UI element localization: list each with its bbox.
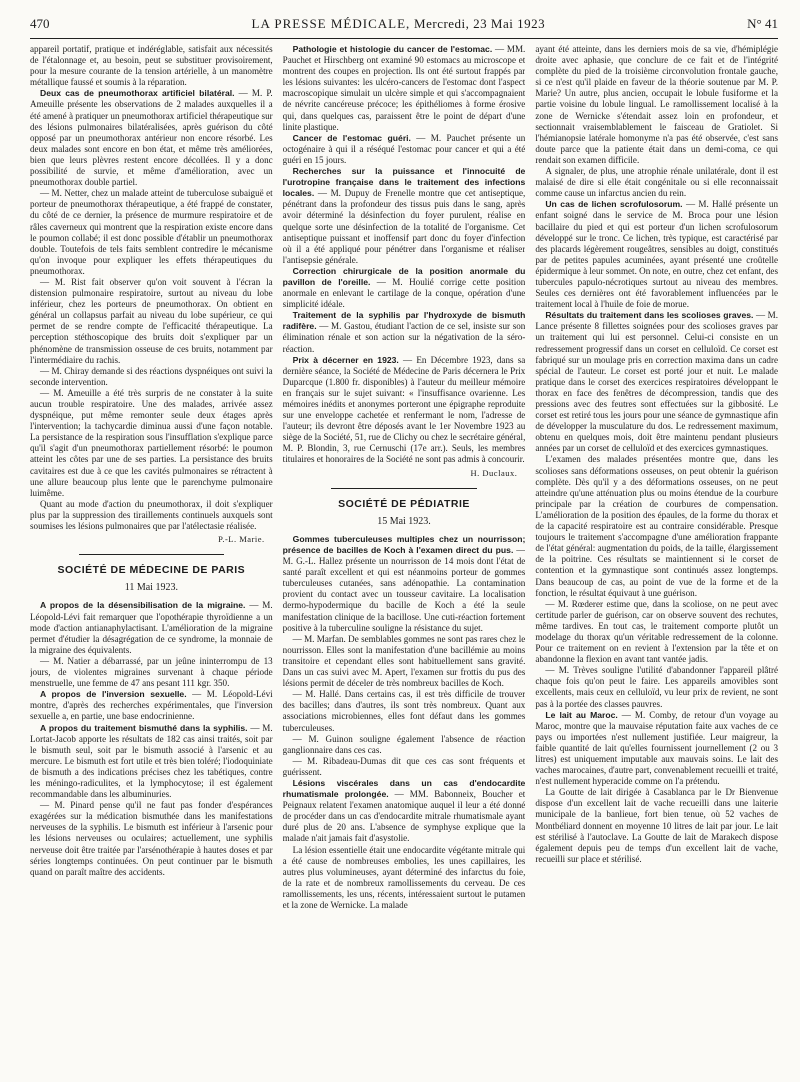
column-2: [283, 44, 526, 1074]
article-heading: Gommes tuberculeuses multiples chez un nourrisson; présence de bacilles de Koch à l'examen direct du pus.: [282, 533, 526, 555]
article-text: — M. G.-L. Hallez présente un nourrisson de 14 mois dont l'état de santé paraît excellent et qui est néanmoins porteur de gommes tuberculeuses cutanées, sans adénopathie. La contamination provient du contact avec un tousseur cavitaire. La localisation dermo-hypodermique du bacille de Koch a été la seule manifestation clinique de la bacillose. Une cuti-réaction fortement positive à la tuberculine souligne la résistance du sujet.: [282, 545, 526, 633]
article-heading: A propos de la désensibilisation de la migraine.: [40, 600, 246, 611]
paragraph: — M. Netter, chez un malade atteint de tuberculose subaiguë et porteur de pneumothorax thérapeutique, a été frappé de constater, du côté de ce dernier, la présence de murmure respiratoire et de râles caverneux qui montrent que la respiration existe encore dans le poumon collabé; il est donc possible d'établir un pneumothorax double. Toutefois de tels faits semblent contredire le mécanisme qu'on invoque pour expliquer les effets thérapeutiques du pneumothorax.: [30, 188, 273, 276]
article-paragraph: [535, 710, 778, 788]
paragraph: La lésion essentielle était une endocardite végétante mitrale qui a été cause de nombreuses embolies, les unes capillaires, les autres plus volumineuses, ayant déterminé des infarctus du foie, de la rate et de nombreux ramollissements du cerveau. De ces ramollissements, les uns, récents, intéressaient surtout le putamen et la zone de Wernicke. La malade: [282, 844, 526, 910]
paragraph: — M. Hallé. Dans certains cas, il est très difficile de trouver des bacilles; dans d'autres, ils sont très nombreux. Quant aux associations microbiennes, elles font défaut dans les gommes tuberculeuses.: [282, 689, 526, 733]
article-text: — MM. Pauchet et Hirschberg ont examiné 90 estomacs au microscope et montrent des coupes en projection. Ils ont été surtout frappés par les lésions suivantes: les ulcéro-cancers de l'estomac dont l'aspect macroscopique simulait un ulcère simple et qui s'accompagnaient de névrite cancéreuse précoce; les épithéliomes à forme érosive qui, dans quelques cas, paraissent être le point de départ d'une linite plastique.: [282, 44, 526, 132]
article-paragraph: [283, 166, 526, 266]
article-text: — M. Lance présente 8 fillettes soignées pour des scolioses graves par un traitement qui lui est personnel. Celui-ci consiste en un redressement progressif dans un corset en celluloïd. Ce corset est fabriqué sur un moulage pris en correction maxima dans un cadre spécial de l'auteur. Le corset est porté jour et nuit. Le malade pratique dans le corset des exercices respiratoires développant le thorax en face des fenêtres de décompression, tandis que des pressions avec des feutres sont effectuées sur la gibbosité. Le corset est retiré tous les jours pour une séance de gymnastique afin de développer la musculature du dos. Le redressement maximum, obtenu en quelques mois, doit être maintenu pendant plusieurs années par un corset de celluloïd et des exercices gymnastiques.: [535, 310, 778, 454]
page-header: [30, 16, 778, 36]
signature: P.-L. Marie.: [218, 534, 265, 545]
article-text: — M. P. Ameuille présente les observations de 2 malades auxquelles il a été amené à pratiquer un pneumothorax artificiel thérapeutique sur des lésions pulmonaires bilatéralisées, après guérison du côté opposé par un pneumothorax antérieur non encore résorbé. Les deux malades sont encore en bon état, et même très améliorées, bien que leurs plèvres restent encore décollées. Il y a donc possibilité de survie, et même d'amélioration, avec un pneumothorax double partiel.: [30, 88, 273, 188]
article-paragraph: [30, 600, 273, 655]
article-heading: Traitement de la syphilis par l'hydroxyde de bismuth radifère.: [282, 310, 526, 332]
article-heading: A propos de l'inversion sexuelle.: [40, 689, 187, 700]
article-paragraph: [535, 310, 778, 454]
section-header: [283, 488, 526, 528]
article-heading: Lésions viscérales dans un cas d'endocardite rhumatismale prolongée.: [282, 777, 526, 800]
journal-name: LA PRESSE MÉDICALE,: [251, 16, 411, 31]
article-paragraph: [30, 723, 273, 801]
paragraph: — M. Ameuille a été très surpris de ne constater à la suite aucun trouble respiratoire. Une des malades, arrivée assez dyspnéique, put même remonter seule deux étages après l'intervention; la tachycardie diminua aussi d'une façon notable. La persistance de la respiration sous l'insufflation s'explique parce qu'il s'agit d'un pneumothorax partiellement résorbé: le poumon atteint les côtes par une de ses parties. La persistance des bruits cavitaires est due à ce que les cavités pulmonaires se rétractent à une allure beaucoup plus lente que le parenchyme pulmonaire luimême.: [30, 387, 273, 498]
header-rule: [30, 38, 778, 39]
paragraph: — M. Trèves souligne l'utilité d'abandonner l'appareil plâtré chaque fois qu'on peut le faire. Les appareils amovibles sont excellents, mais ceux en celluloïd, vu leur prix de revient, ne sont pas à la portée des classes pauvres.: [535, 665, 778, 709]
article-text: — M. Comby, de retour d'un voyage au Maroc, montre que la mauvaise réputation faite aux vaches de ce pays ou importées n'est nullement justifiée. Leur maigreur, la faible quantité de lait qu'elles fournissent journellement (2 ou 3 litres) est uniquement imputable aux mauvais soins. Le lait des vaches marocaines, d'autre part, convenablement recueilli et traité, n'est nullement hyperacide comme on l'a prétendu.: [535, 709, 778, 787]
section-title: SOCIÉTÉ DE MÉDECINE DE PARIS: [57, 564, 246, 577]
paragraph: — M. Rœderer estime que, dans la scoliose, on ne peut avec certitude parler de guérison, car on observe souvent des rechutes, même tardives. En tout cas, le traitement comporte plutôt un modelage du thorax qu'un véritable redressement de la colonne. Pour ce traitement on en revient à l'extension par la tête et on abandonne la flexion en avant tant vantée jadis.: [535, 598, 778, 665]
page-number: 470: [30, 16, 50, 31]
issue-number: N° 41: [747, 16, 778, 31]
paragraph: appareil portatif, pratique et indéréglable, satisfait aux nécessités de l'étalonnage et, au besoin, peut se substituer provisoirement, pour la mesure courante de la tension artérielle, à un manomètre métallique faussé et soumis à la réparation.: [30, 44, 273, 88]
article-paragraph: [283, 778, 526, 845]
paragraph: A signaler, de plus, une atrophie rénale unilatérale, dont il est malaisé de dire si elle était congénitale ou si elle reconnaissait comme cause un infarctus ancien du rein.: [535, 166, 778, 199]
article-paragraph: [283, 133, 526, 166]
article-paragraph: [535, 199, 778, 310]
paragraph: — M. Chiray demande si des réactions dyspnéiques ont suivi la seconde intervention.: [30, 365, 273, 387]
section-rule: [331, 488, 477, 489]
article-heading: A propos du traitement bismuthé dans la syphilis.: [40, 722, 248, 733]
article-text: — M. Dupuy de Frenelle montre que cet antiseptique, pénétrant dans la profondeur des tissus puis dans le sang, après avoir déterminé la désinfection du foyer purulent, réalise en quelque sorte une désinfection de la totalité de l'organisme. Cet antiseptique puissant et inoffensif part donc du foyer d'infection où il a été appliqué pour pénétrer dans l'organisme et réaliser l'antisepsie générale.: [282, 188, 526, 265]
article-text: — M. Léopold-Lévi montre, d'après des recherches expérimentales, que l'inversion sexuelle a, en partie, une base endocrinienne.: [30, 689, 273, 722]
section-header: [30, 554, 273, 594]
article-paragraph: [30, 88, 273, 188]
article-paragraph: [283, 266, 526, 310]
article-paragraph: [283, 310, 526, 354]
article-text: — M. Léopold-Lévi fait remarquer que l'opothérapie thyroïdienne a un mode d'action antianaphylactisant. L'amélioration de la migraine permet d'étudier la désagrégation de ce syndrome, la monnaie de la migraine des équivalents.: [30, 600, 273, 655]
article-text: — M. Gastou, étudiant l'action de ce sel, insiste sur son élimination rénale et son action sur la négativation de la séro-réaction.: [282, 321, 526, 354]
article-text: — En Décembre 1923, dans sa dernière séance, la Société de Médecine de Paris décernera le Prix Duparcque (1.800 fr. disponibles) à l'auteur du meilleur mémoire en français sur le sujet suivant: « l'insuffisance ovarienne. Les mémoires inédits et anonymes porteront une épigraphe reproduite sur une enveloppe cachetée et renfermant le nom, l'adresse de l'auteur; ils devront être déposés avant le 1er Novembre 1923 au siège de la Société, 51, rue de Clichy ou chez le secrétaire général, M. P. Blondin, 3, rue Cernuschi (17e arr.). Seuls, les membres titulaires et honoraires de la Société ne sont pas admis à concourir.: [282, 354, 526, 465]
signature: H. Duclaux.: [470, 467, 518, 478]
article-heading: Recherches sur la puissance et l'innocuité de l'urotropine française dans le traitement des infections locales.: [282, 166, 526, 199]
paragraph: Quant au mode d'action du pneumothorax, il doit s'expliquer plus par la suppression des tiraillements continuels auxquels sont soumises les lésions pulmonaires que par l'atélectasie réalisée.: [30, 498, 273, 532]
article-heading: Correction chirurgicale de la position anormale du pavillon de l'oreille.: [282, 265, 526, 287]
article-heading: Deux cas de pneumothorax artificiel bilatéral.: [40, 88, 235, 99]
article-text: — M. Pauchet présente un octogénaire à qui il a réséqué l'estomac pour cancer et qui a été guéri en 15 jours.: [282, 132, 526, 165]
article-text: — M. Lortat-Jacob apporte les résultats de 182 cas ainsi traités, soit par le bismuth seul, soit par le bismuth associé à l'arsenic et au mercure. Le bismuth est fort utile et très bien toléré; l'iodoquiniate de bismuth a des indications précises chez les tabétiques, contre les méningo-radiculites, et la lymphocytose; il est également recommandable dans les albuminuries.: [30, 722, 273, 800]
article-paragraph: [283, 44, 526, 133]
article-heading: Pathologie et histologie du cancer de l'estomac.: [292, 44, 493, 54]
article-heading: Le lait au Maroc.: [545, 709, 618, 720]
article-heading: Résultats du traitement dans les scolioses graves.: [545, 310, 754, 321]
text-columns: [30, 44, 778, 1074]
column-3: [535, 44, 778, 1074]
article-text: — M. Hallé présente un enfant soigné dans le service de M. Broca pour une lésion bacillaire du pied et qui est porteur d'un lichen scrofulosorum développé sur le tronc. Ce lichen, très typique, est caractérisé par des placards légèrement rougeâtres, sensibles au doigt, constitués par de petites papules acuminées, ayant présenté une croûtelle épidermique à leur sommet. On note, en outre, chez cet enfant, des tubercules papulo-nécrotiques surtout au niveau des membres. Seules ces dernières ont été favorablement influencées par le traitement local à l'huile de foie de morue.: [535, 199, 778, 310]
section-rule: [79, 554, 225, 555]
article-heading: Cancer de l'estomac guéri.: [292, 132, 411, 143]
column-1: [30, 44, 273, 1074]
paragraph: ayant été atteinte, dans les derniers mois de sa vie, d'hémiplégie droite avec aphasie, que conclure de ce fait et de l'intégrité complète du pied de la troisième circonvolution frontale gauche, si ce n'est qu'il plaide en faveur de la théorie soutenue par M. P. Marie? Un autre, plus ancien, occupait le lobule fusiforme et la partie voisine du lobule lingual. Le ramollissement localisé à la zone de Wernicke s'étendait assez loin en profondeur, et sectionnait vraisemblablement le faisceau de Gratiolet. Si l'hémianopsie latérale homonyme n'a pas été observée, c'est sans doute parce que la patiente était dans un demi-coma, ce qui rendait son examen difficile.: [535, 44, 778, 165]
paragraph: — M. Pinard pense qu'il ne faut pas fonder d'espérances exagérées sur la médication bismuthée dans les manifestations nerveuses de la syphilis. Le bismuth est inférieur à l'arsenic pour les lésions nerveuses ou oculaires; actuellement, une syphilis nerveuse doit être traitée par l'arsénothérapie à hautes doses et par séries longtemps continuées. On peut continuer par le bismuth quand on paraît maître des accidents.: [30, 800, 273, 877]
section-date: 15 Mai 1923.: [377, 515, 431, 527]
paragraph: L'examen des malades présentées montre que, dans les scolioses sans déformations osseuses, on peut obtenir la guérison complète. Dès qu'il y a des déformations osseuses, on ne peut atteindre qu'une atténuation plus ou moins étendue de la courbure principale par la création de courbures de compensation. L'amélioration de la position des épaules, de la forme du thorax et de la capacité respiratoire est au contraire considérable. Presque toujours le traitement s'accompagne d'une amélioration frappante de l'état général: augmentation du poids, de la taille, élargissement de la poitrine. Ces résultats se maintiennent si le corset de contention et la gymnastique sont continués assez longtemps. Dans beaucoup de cas, au point de vue de la forme et de la fonction, le résultat équivaut à une guérison.: [535, 454, 778, 598]
article-text: — MM. Babonneix, Boucher et Peignaux relatent l'examen anatomique auquel il leur a été donné de procéder dans un cas d'endocardite mitrale rhumatismale ayant duré plus de 20 ans. L'absence de symphyse explique que la malade n'ait jamais fait d'asystolie.: [282, 789, 526, 844]
article-paragraph: [283, 534, 526, 634]
article-heading: Prix à décerner en 1923.: [292, 354, 399, 365]
paragraph: — M. Rist fait observer qu'on voit souvent à l'écran la distension pulmonaire respiratoire, surtout au niveau du lobe inférieur, chez les porteurs de pneumothorax. On obtient en général un collapsus parfait au niveau du lobe supérieur, ce qui permet de se rendre compte de l'efficacité thérapeutique. La perception stéthoscopique des bruits doit s'expliquer par un phénomène de transmission osseuse de ces bruits, notamment par l'intermédiaire du rachis.: [30, 276, 273, 365]
paragraph: — M. Guinon souligne également l'absence de réaction ganglionnaire dans ces cas.: [282, 733, 526, 755]
article-text: — M. Houlié corrige cette position anormale en enlevant le cartilage de la conque, opération d'une simplicité idéale.: [282, 276, 526, 310]
section-title: SOCIÉTÉ DE PÉDIATRIE: [338, 497, 470, 510]
paragraph: — M. Ribadeau-Dumas dit que ces cas sont fréquents et guérissent.: [282, 755, 526, 777]
journal-title: [252, 16, 546, 32]
section-date: 11 Mai 1923.: [124, 582, 178, 594]
article-heading: Un cas de lichen scrofulosorum.: [545, 199, 683, 210]
paragraph: — M. Marfan. De semblables gommes ne sont pas rares chez le nourrisson. Elles sont la manifestation d'une bacillémie au moins transitoire et cependant elles sont habituellement sans gravité. Dans un cas suivi avec M. Apert, l'examen sur frottis du pus des lésions permit de déceler de très nombreux bacilles de Koch.: [282, 633, 526, 689]
paragraph: La Goutte de lait dirigée à Casablanca par le Dr Bienvenue dispose d'un excellent lait de vache recueilli dans une laiterie municipale de la banlieue, fort bien tenue, où 52 vaches de Montbéliard donnent en moyenne 10 litres de lait par jour. Le lait est stérilisé à l'autoclave. La Goutte de lait de Marakech dispose également depuis peu de temps d'un excellent lait de vache, recueilli sur place et stérilisé.: [535, 787, 778, 864]
article-paragraph: [30, 689, 273, 722]
article-paragraph: [283, 355, 526, 466]
issue-date: Mercredi, 23 Mai 1923: [414, 16, 546, 31]
paragraph: — M. Natier a débarrassé, par un jeûne ininterrompu de 13 jours, de violentes migraines survenant à chaque période menstruelle, une femme de 47 ans pesant 111 kgr. 350.: [30, 655, 273, 689]
